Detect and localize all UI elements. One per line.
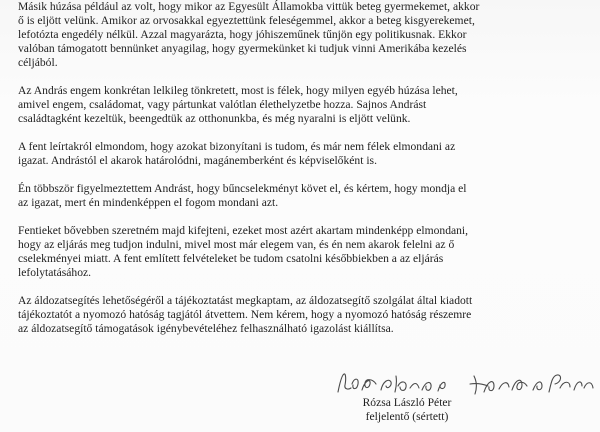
text-line: Az áldozatsegítés lehetőségéről a tájékoztatást megkaptam, az áldozatsegítő szolgálat által kiadott bbox=[18, 294, 473, 307]
text-line: családtagként kezeltük, beengedtük az otthonunkba, és még nyaralni is eljött velünk. bbox=[18, 112, 411, 125]
signer-name: Rózsa László Péter bbox=[362, 396, 452, 409]
text-line: Az András engem konkrétan lelkileg tönkretett, most is félek, hogy milyen egyéb húzása lehet, bbox=[18, 84, 458, 97]
paragraph bbox=[18, 294, 592, 336]
signer-role: feljelentő (sértett) bbox=[365, 410, 449, 423]
text-line: valóban támogatott bennünket anyagilag, hogy gyermekünket ki tudjuk vinni Amerikába kezelés bbox=[18, 42, 467, 55]
paragraph bbox=[18, 0, 592, 70]
text-line: az áldozatsegítő támogatások igénybevételéhez felhasználható igazolást kiállítsa. bbox=[18, 322, 394, 335]
text-line: lefolytatásához. bbox=[18, 266, 92, 279]
signer-block bbox=[342, 396, 472, 424]
text-line: hogy az eljárás meg tudjon indulni, mivel most már elegem van, és én nem akarok felelni az ő bbox=[18, 238, 455, 251]
paragraph bbox=[18, 84, 592, 126]
text-line: tájékoztatót a nyomozó hatóság tagjától átvettem. Nem kérem, hogy a nyomozó hatóság részemre bbox=[18, 308, 472, 321]
text-line: Másik húzása például az volt, hogy mikor az Egyesült Államokba vittük beteg gyermekemet, akkor bbox=[18, 0, 480, 13]
text-line: Fentieket bővebben szeretném majd kifejteni, ezeket most azért akartam mindenképp elmondani, bbox=[18, 224, 469, 237]
handwritten-signature bbox=[334, 368, 596, 398]
text-line: cselekményei miatt. A fent említett felvételeket be tudom csatolni későbbiekben a az eljárás bbox=[18, 252, 444, 265]
text-line: lefotózta engedély nélkül. Azzal magyarázta, hogy jóhiszeműnek tűnjön egy politikusnak. Ekkor bbox=[18, 28, 467, 41]
text-line: amivel engem, családomat, vagy pártunkat valótlan élethelyzetbe hozza. Sajnos Andrást bbox=[18, 98, 427, 111]
paragraph bbox=[18, 224, 592, 280]
text-line: A fent leírtakról elmondom, hogy azokat bizonyítani is tudom, és már nem félek elmondani az bbox=[18, 140, 456, 153]
text-line: ő is eljött velünk. Amikor az orvosakkal egyeztettünk feleségemmel, akkor a beteg kisgyerekemet, bbox=[18, 14, 475, 27]
text-line: Én többször figyelmeztettem Andrást, hogy bűncselekményt követ el, és kértem, hogy mondja el bbox=[18, 182, 467, 195]
paragraph bbox=[18, 182, 592, 210]
text-line: az igazat, mert én mindenképpen el fogom mondani azt. bbox=[18, 196, 279, 209]
text-line: igazat. Andrástól el akarok határolódni, magánemberként és képviselőként is. bbox=[18, 154, 377, 167]
text-line: céljából. bbox=[18, 56, 58, 69]
document-body bbox=[18, 0, 592, 336]
paragraph bbox=[18, 140, 592, 168]
